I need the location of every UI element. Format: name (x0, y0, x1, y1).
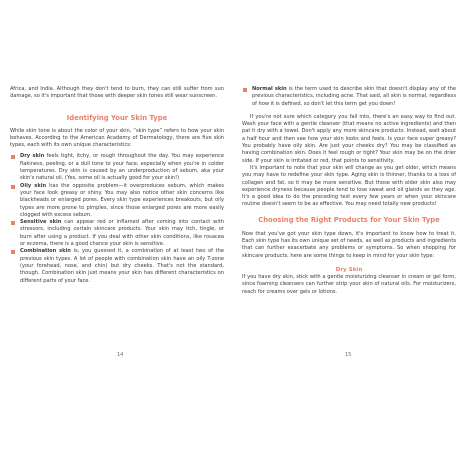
aging-paragraph: It's important to note that your skin will change as you get older, which means you may have to redefine your skin type. Aging skin is thinner, thanks to a loss of collagen and fat, so it may be more sensitive. But those with older skin also may experience dryness because people tend to lose sweat and oil glands as they age. It's a good idea to do the preceding test every few years or when your skincare routine doesn't seem to be as effective. You may need totally new products! (242, 164, 456, 208)
list-item-dry-skin: Dry skin feels tight, itchy, or rough throughout the day. You may experience flakiness, peeling, or a dull tone to your face, especially when you're in colder temperatures. Dry skin is caused by an underproduction of sebum, aka your skin's natural oil. (Yes, some oil is actually good for your skin!) (10, 153, 224, 182)
list-item-oily-skin: Oily skin has the opposite problem—it overproduces sebum, which makes your face look greasy or shiny. You may also notice other skin concerns like blackheads or enlarged pores. Every skin type experiences breakouts, but oily types are more prone to pimples, since those enlarged pores are more easily clogged with excess sebum. (10, 183, 224, 219)
list-item-sensitive-skin: Sensitive skin can appear red or inflamed after coming into contact with stressors, including certain skincare products. Your skin may itch, tingle, or burn after using a product. If you deal with other skin conditions, like rosacea or eczema, there is a good chance your skin is sensitive. (10, 219, 224, 248)
bullet-icon (11, 250, 15, 254)
section-heading-choosing: Choosing the Right Products for Your Skin Type (258, 215, 440, 224)
test-paragraph: If you're not sure which category you fall into, there's an easy way to find out. Wash your face with a gentle cleanser (that means no active ingredients) and then pat it dry with a towel. Don't apply any more skincare products. Instead, wait about a half hour and then see how your skin looks and feels. Is your face super greasy? You probably have oily skin. Are just your cheeks dry? You may be classified as having combination skin. Does it feel rough or tight? Your skin may be on the drier side. If your skin is irritated or red, that points to sensitivity. (242, 113, 456, 164)
left-page-number: 14 (117, 352, 124, 358)
skin-type-list-continued (242, 86, 456, 108)
section-heading-identifying: Identifying Your Skin Type (66, 113, 168, 122)
subheading-dry-skin: Dry Skin (335, 266, 363, 273)
bullet-icon (11, 221, 15, 225)
list-item-combination-skin: Combination skin is, you guessed it, a combination of at least two of the previous skin types. A lot of people with combination skin have an oily T-zone (your forehead, nose, and chin) but dry cheeks. That's not the standard, though. Combination skin just means your skin has different characteristics on different parts of your face. (10, 248, 224, 284)
left-page (10, 86, 224, 376)
skin-type-list (10, 153, 224, 284)
right-page-number: 15 (345, 352, 352, 358)
skin-type-intro-paragraph: While skin tone is about the color of your skin, “skin type” refers to how your skin behaves. According to the American Academy of Dermatology, there are five skin types, each with its own unique characteristics: (10, 127, 224, 149)
left-intro-paragraph: Africa, and India. Although they don't tend to burn, they can still suffer from sun damage, so it's important that those with deeper skin tones still wear sunscreen. (10, 86, 224, 100)
products-intro-paragraph: Now that you've got your skin type down, it's important to know how to treat it. Each skin type has its own unique set of needs, as well as products and ingredients that can further exacerbate any problems or symptoms. So when shopping for skincare products, here are some things to keep in mind for your skin type: (242, 230, 456, 259)
list-item-normal-skin: Normal skin is the term used to describe skin that doesn't display any of the previous characteristics, including acne. That said, all skin is normal, regardless of how it is defined, so don't let this term get you down! (242, 86, 456, 108)
dry-skin-paragraph: If you have dry skin, stick with a gentle moisturizing cleanser in cream or gel form, since foaming cleansers can further strip your skin of natural oils. For moisturizers, reach for creams over gels or lotions. (242, 273, 456, 295)
right-page (242, 86, 456, 376)
bullet-icon (11, 185, 15, 189)
bullet-icon (11, 155, 15, 159)
bullet-icon (243, 88, 247, 92)
